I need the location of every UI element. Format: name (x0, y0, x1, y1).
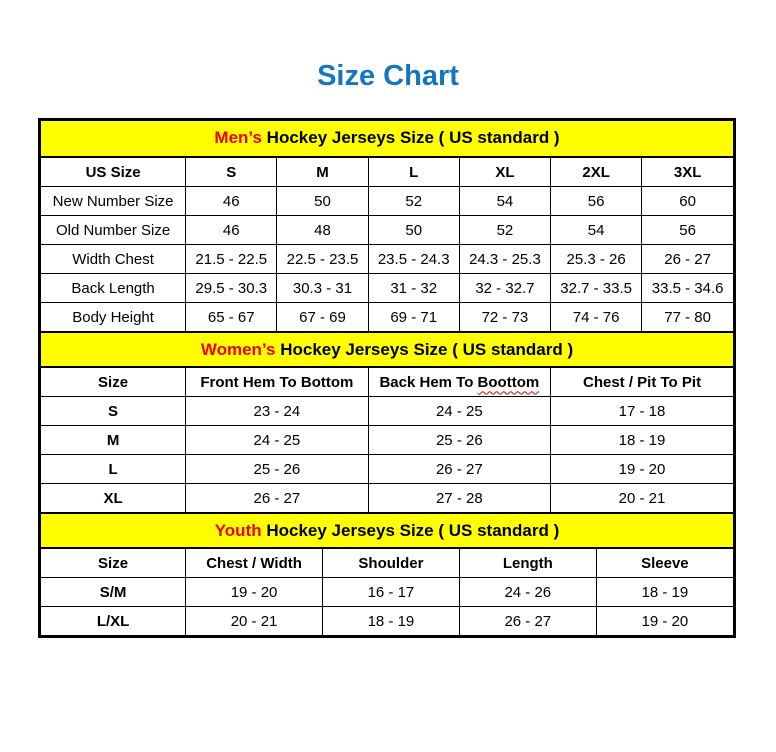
mens-header-row (41, 158, 733, 187)
size-cell: 54 (551, 216, 642, 245)
size-cell: 32.7 - 33.5 (551, 274, 642, 303)
womens-section-header (41, 331, 733, 368)
size-cell: 60 (642, 187, 733, 216)
size-cell: 67 - 69 (277, 303, 368, 332)
size-cell: 69 - 71 (368, 303, 459, 332)
womens-section-accent: Women’s (200, 340, 276, 359)
size-cell: 52 (368, 187, 459, 216)
size-cell: 77 - 80 (642, 303, 733, 332)
row-label: New Number Size (41, 187, 186, 216)
size-cell: 56 (642, 216, 733, 245)
column-header: Size (41, 549, 186, 578)
size-cell: 24.3 - 25.3 (459, 245, 550, 274)
size-cell: 20 - 21 (186, 607, 323, 636)
size-cell: 54 (459, 187, 550, 216)
mens-section-header (41, 121, 733, 158)
youth-size-table (41, 549, 733, 635)
table-row (41, 578, 733, 607)
table-row (41, 484, 733, 513)
page-title: Size Chart (317, 60, 459, 92)
size-cell: 24 - 26 (459, 578, 596, 607)
size-cell: 19 - 20 (596, 607, 733, 636)
youth-section-title: Hockey Jerseys Size ( US standard ) (261, 521, 560, 540)
size-cell: 21.5 - 22.5 (186, 245, 277, 274)
column-header: Length (459, 549, 596, 578)
womens-size-table (41, 368, 733, 512)
misspelled-word: Boottom (477, 373, 540, 391)
size-cell: 31 - 32 (368, 274, 459, 303)
size-cell: 19 - 20 (551, 455, 733, 484)
table-row (41, 216, 733, 245)
size-cell: 18 - 19 (551, 426, 733, 455)
table-row (41, 455, 733, 484)
size-cell: 48 (277, 216, 368, 245)
size-cell: 26 - 27 (368, 455, 550, 484)
size-cell: 26 - 27 (459, 607, 596, 636)
table-row (41, 187, 733, 216)
size-cell: 26 - 27 (186, 484, 368, 513)
size-cell: 72 - 73 (459, 303, 550, 332)
column-header: Size (41, 368, 186, 397)
column-header: L (368, 158, 459, 187)
size-cell: 56 (551, 187, 642, 216)
column-header: Chest / Pit To Pit (551, 368, 733, 397)
column-header: US Size (41, 158, 186, 187)
youth-section-accent: Youth (214, 521, 262, 540)
row-label: XL (41, 484, 186, 513)
womens-header-row (41, 368, 733, 397)
mens-section-accent: Men’s (214, 128, 262, 147)
column-header: XL (459, 158, 550, 187)
column-header: Sleeve (596, 549, 733, 578)
row-label: Back Length (41, 274, 186, 303)
size-cell: 25 - 26 (186, 455, 368, 484)
size-cell: 16 - 17 (323, 578, 460, 607)
size-cell: 74 - 76 (551, 303, 642, 332)
size-cell: 27 - 28 (368, 484, 550, 513)
size-cell: 46 (186, 187, 277, 216)
table-row (41, 303, 733, 332)
column-header: 2XL (551, 158, 642, 187)
size-cell: 17 - 18 (551, 397, 733, 426)
table-row (41, 607, 733, 636)
row-label: Old Number Size (41, 216, 186, 245)
row-label: S/M (41, 578, 186, 607)
size-cell: 18 - 19 (323, 607, 460, 636)
row-label: Width Chest (41, 245, 186, 274)
column-header-text: Back Hem To (379, 373, 478, 391)
size-cell: 46 (186, 216, 277, 245)
size-cell: 24 - 25 (186, 426, 368, 455)
size-cell: 25 - 26 (368, 426, 550, 455)
womens-section-title: Hockey Jerseys Size ( US standard ) (275, 340, 574, 359)
row-label: Body Height (41, 303, 186, 332)
mens-section-title: Hockey Jerseys Size ( US standard ) (261, 128, 560, 147)
size-cell: 20 - 21 (551, 484, 733, 513)
size-cell: 24 - 25 (368, 397, 550, 426)
size-chart-table (38, 118, 736, 638)
size-cell: 29.5 - 30.3 (186, 274, 277, 303)
table-row (41, 274, 733, 303)
size-cell: 65 - 67 (186, 303, 277, 332)
size-cell: 22.5 - 23.5 (277, 245, 368, 274)
size-cell: 23.5 - 24.3 (368, 245, 459, 274)
table-row (41, 245, 733, 274)
table-row (41, 397, 733, 426)
size-cell: 50 (277, 187, 368, 216)
size-cell: 25.3 - 26 (551, 245, 642, 274)
size-cell: 32 - 32.7 (459, 274, 550, 303)
row-label: S (41, 397, 186, 426)
size-cell: 52 (459, 216, 550, 245)
column-header-misspelled (368, 368, 550, 397)
size-cell: 33.5 - 34.6 (642, 274, 733, 303)
column-header: Shoulder (323, 549, 460, 578)
size-cell: 50 (368, 216, 459, 245)
column-header: Front Hem To Bottom (186, 368, 368, 397)
size-cell: 18 - 19 (596, 578, 733, 607)
table-row (41, 426, 733, 455)
youth-header-row (41, 549, 733, 578)
column-header: S (186, 158, 277, 187)
row-label: L (41, 455, 186, 484)
mens-size-table (41, 158, 733, 331)
size-cell: 30.3 - 31 (277, 274, 368, 303)
column-header: 3XL (642, 158, 733, 187)
column-header: M (277, 158, 368, 187)
size-cell: 19 - 20 (186, 578, 323, 607)
size-cell: 26 - 27 (642, 245, 733, 274)
column-header: Chest / Width (186, 549, 323, 578)
size-cell: 23 - 24 (186, 397, 368, 426)
youth-section-header (41, 512, 733, 549)
row-label: L/XL (41, 607, 186, 636)
row-label: M (41, 426, 186, 455)
